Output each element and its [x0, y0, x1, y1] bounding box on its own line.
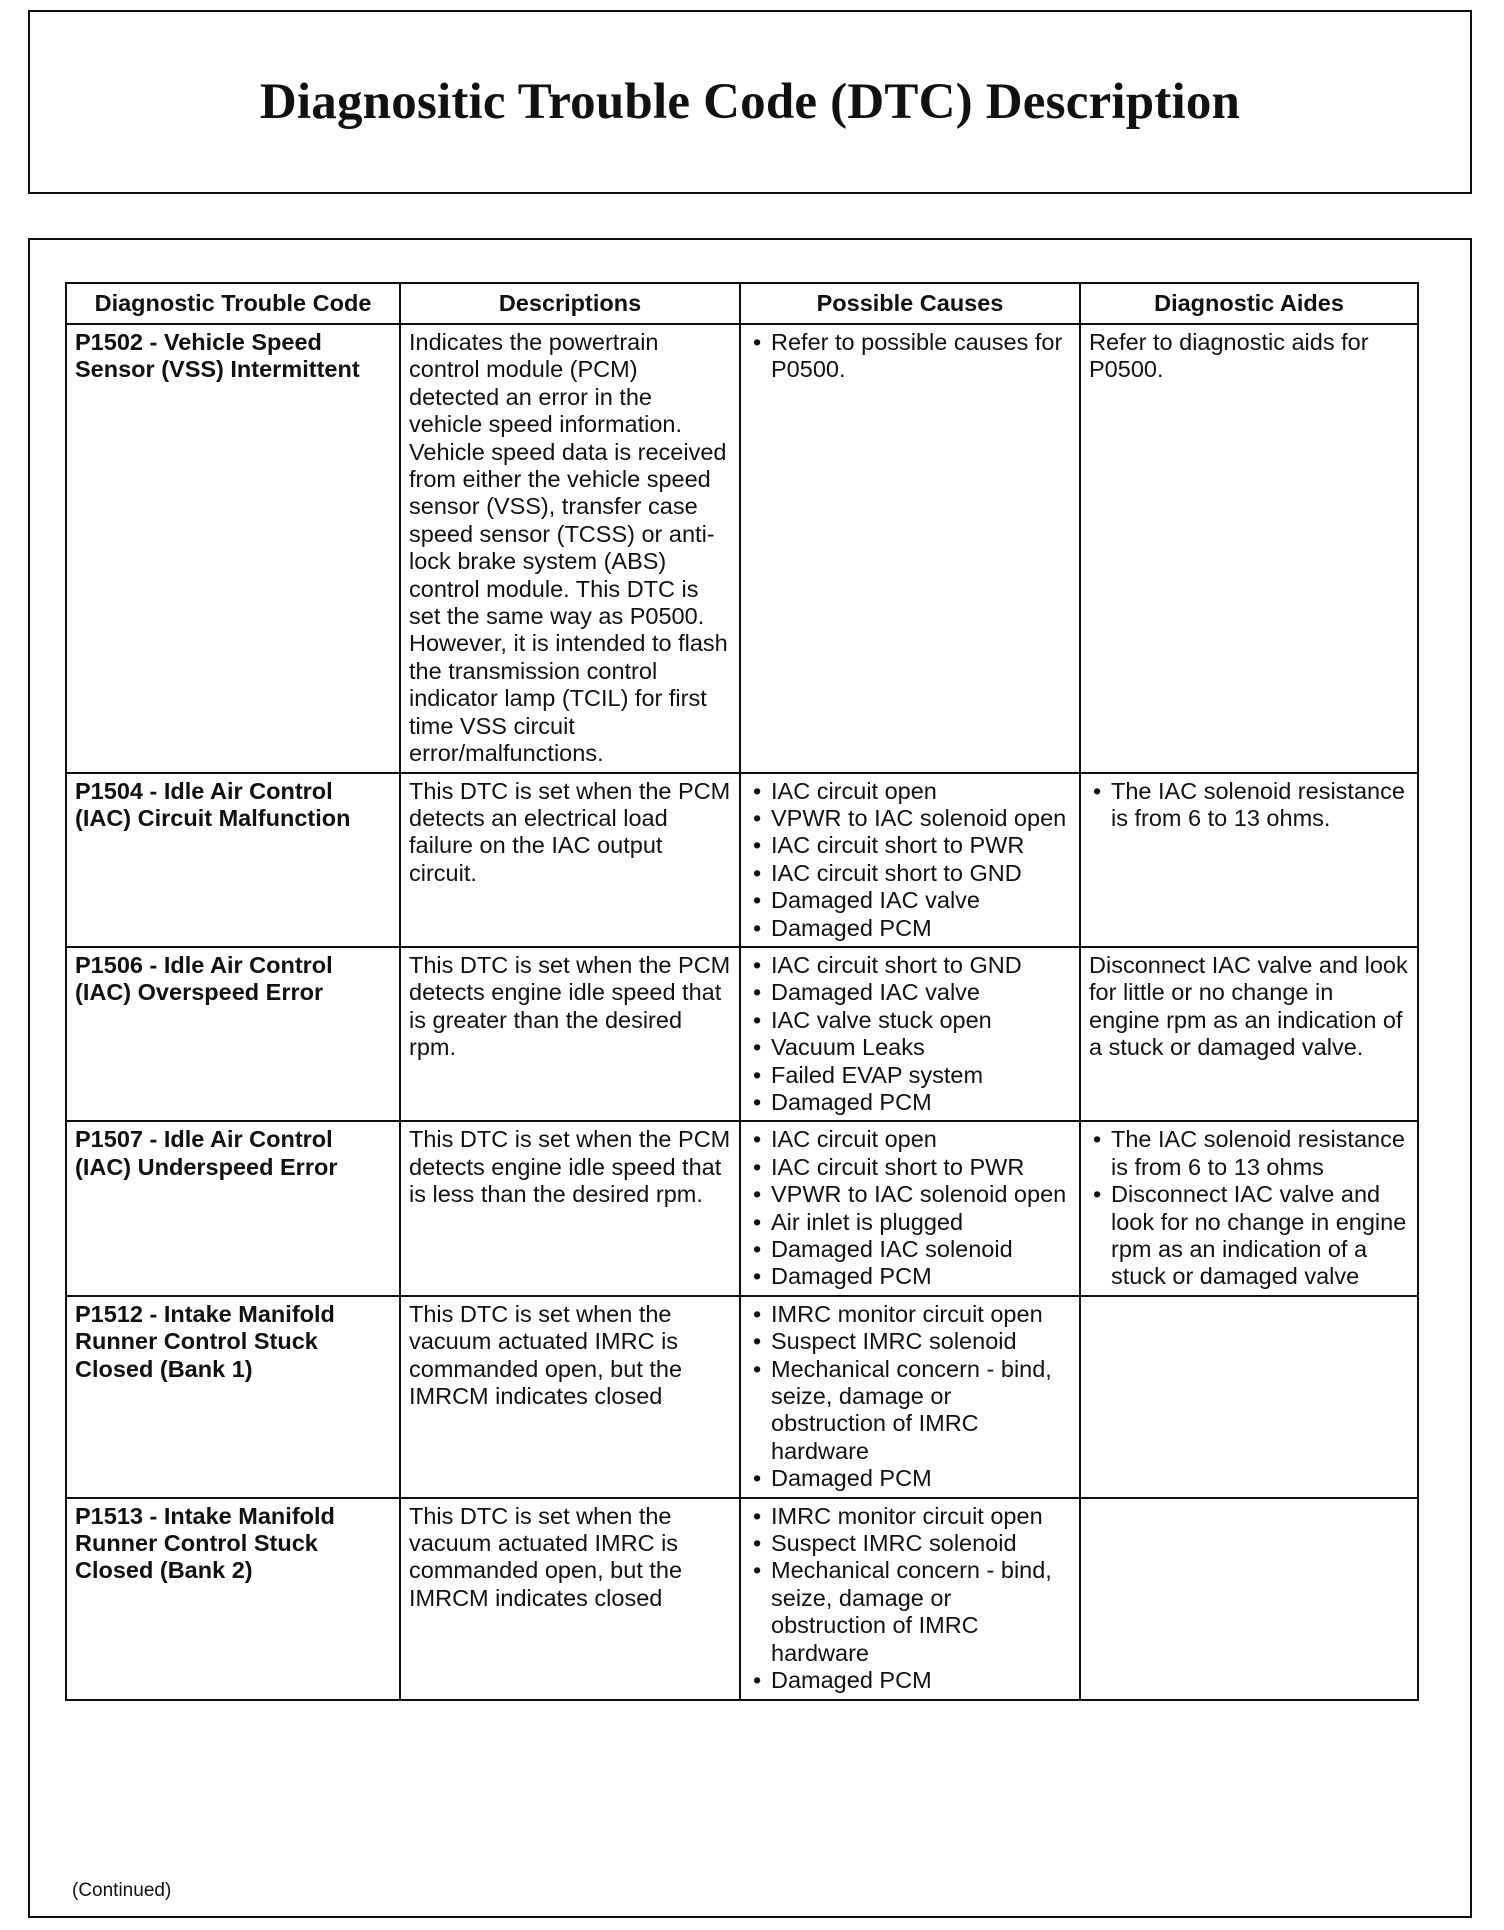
table-header-row [66, 283, 1418, 324]
table-row [66, 947, 1418, 1121]
cause-item: • Damaged IAC valve [749, 887, 1071, 914]
aides-text: Disconnect IAC valve and look for little or no change in engine rpm as an indication of a stuck or damaged valve. [1089, 951, 1408, 1061]
cause-item: • Air inlet is plugged [749, 1209, 1071, 1236]
dtc-code-cell: P1506 - Idle Air Control (IAC) Overspeed Error [66, 947, 400, 1121]
cause-item: • IAC circuit short to GND [749, 952, 1071, 979]
cause-item: • Vacuum Leaks [749, 1034, 1071, 1061]
causes-list [749, 329, 1071, 384]
cause-item: • IAC circuit open [749, 778, 1071, 805]
cause-item: • Suspect IMRC solenoid [749, 1328, 1071, 1355]
cause-item: • Damaged IAC valve [749, 979, 1071, 1006]
diagnostic-aides-cell [1080, 1121, 1418, 1295]
aides-list [1089, 778, 1409, 833]
dtc-code-cell: P1513 - Intake Manifold Runner Control Stuck Closed (Bank 2) [66, 1498, 400, 1700]
header-diagnostic-aides: Diagnostic Aides [1080, 283, 1418, 324]
table-row [66, 324, 1418, 773]
page-title: Diagnositic Trouble Code (DTC) Description [259, 74, 1241, 130]
dtc-code-cell: P1502 - Vehicle Speed Sensor (VSS) Intermittent [66, 324, 400, 773]
dtc-code-cell: P1504 - Idle Air Control (IAC) Circuit Malfunction [66, 773, 400, 947]
aide-item: • The IAC solenoid resistance is from 6 to 13 ohms [1089, 1126, 1409, 1181]
cause-item: • Damaged IAC solenoid [749, 1236, 1071, 1263]
diagnostic-aides-cell [1080, 324, 1418, 773]
content-box [28, 238, 1472, 1918]
cause-item: • VPWR to IAC solenoid open [749, 805, 1071, 832]
cause-item: • IAC circuit short to GND [749, 860, 1071, 887]
cause-item: • IAC circuit open [749, 1126, 1071, 1153]
description-cell: This DTC is set when the vacuum actuated IMRC is commanded open, but the IMRCM indicates closed [400, 1498, 740, 1700]
table-row [66, 1121, 1418, 1295]
table-row [66, 773, 1418, 947]
continued-note: (Continued) [72, 1880, 172, 1901]
cause-item: • Damaged PCM [749, 1465, 1071, 1492]
possible-causes-cell [740, 1296, 1080, 1498]
description-cell: This DTC is set when the vacuum actuated IMRC is commanded open, but the IMRCM indicates closed [400, 1296, 740, 1498]
cause-item: • Damaged PCM [749, 1667, 1071, 1694]
header-code: Diagnostic Trouble Code [66, 283, 400, 324]
aides-list [1089, 1126, 1409, 1290]
cause-item: • IMRC monitor circuit open [749, 1503, 1071, 1530]
description-cell: This DTC is set when the PCM detects an electrical load failure on the IAC output circuit. [400, 773, 740, 947]
title-box [28, 10, 1472, 194]
description-cell: This DTC is set when the PCM detects engine idle speed that is less than the desired rpm. [400, 1121, 740, 1295]
possible-causes-cell [740, 324, 1080, 773]
diagnostic-aides-cell [1080, 773, 1418, 947]
aide-item: • Disconnect IAC valve and look for no change in engine rpm as an indication of a stuck or damaged valve [1089, 1181, 1409, 1291]
cause-item: • Damaged PCM [749, 915, 1071, 942]
cause-item: • IAC circuit short to PWR [749, 832, 1071, 859]
possible-causes-cell [740, 1498, 1080, 1700]
cause-item: • IAC circuit short to PWR [749, 1154, 1071, 1181]
cause-item: • Mechanical concern - bind, seize, damage or obstruction of IMRC hardware [749, 1557, 1071, 1667]
cause-item: • Suspect IMRC solenoid [749, 1530, 1071, 1557]
cause-item: • Refer to possible causes for P0500. [749, 329, 1071, 384]
header-descriptions: Descriptions [400, 283, 740, 324]
cause-item: • Damaged PCM [749, 1263, 1071, 1290]
description-cell: Indicates the powertrain control module (PCM) detected an error in the vehicle speed information. Vehicle speed data is received from either the vehicle speed sensor (VSS), transfer case speed sensor (TCSS) or anti-lock brake system (ABS) control module. This DTC is set the same way as P0500. However, it is intended to flash the transmission control indicator lamp (TCIL) for first time VSS circuit error/malfunctions. [400, 324, 740, 773]
cause-item: • Failed EVAP system [749, 1062, 1071, 1089]
dtc-code-cell: P1507 - Idle Air Control (IAC) Underspeed Error [66, 1121, 400, 1295]
table-row [66, 1296, 1418, 1498]
causes-list [749, 952, 1071, 1116]
diagnostic-aides-cell [1080, 1296, 1418, 1498]
possible-causes-cell [740, 947, 1080, 1121]
cause-item: • VPWR to IAC solenoid open [749, 1181, 1071, 1208]
causes-list [749, 778, 1071, 942]
cause-item: • IMRC monitor circuit open [749, 1301, 1071, 1328]
aides-text: Refer to diagnostic aids for P0500. [1089, 329, 1369, 383]
cause-item: • Damaged PCM [749, 1089, 1071, 1116]
description-cell: This DTC is set when the PCM detects engine idle speed that is greater than the desired rpm. [400, 947, 740, 1121]
cause-item: • Mechanical concern - bind, seize, damage or obstruction of IMRC hardware [749, 1356, 1071, 1466]
diagnostic-aides-cell [1080, 1498, 1418, 1700]
diagnostic-aides-cell [1080, 947, 1418, 1121]
possible-causes-cell [740, 1121, 1080, 1295]
aide-item: • The IAC solenoid resistance is from 6 to 13 ohms. [1089, 778, 1409, 833]
dtc-table [65, 282, 1419, 1701]
cause-item: • IAC valve stuck open [749, 1007, 1071, 1034]
causes-list [749, 1301, 1071, 1493]
header-possible-causes: Possible Causes [740, 283, 1080, 324]
causes-list [749, 1126, 1071, 1290]
possible-causes-cell [740, 773, 1080, 947]
dtc-code-cell: P1512 - Intake Manifold Runner Control Stuck Closed (Bank 1) [66, 1296, 400, 1498]
table-row [66, 1498, 1418, 1700]
causes-list [749, 1503, 1071, 1695]
